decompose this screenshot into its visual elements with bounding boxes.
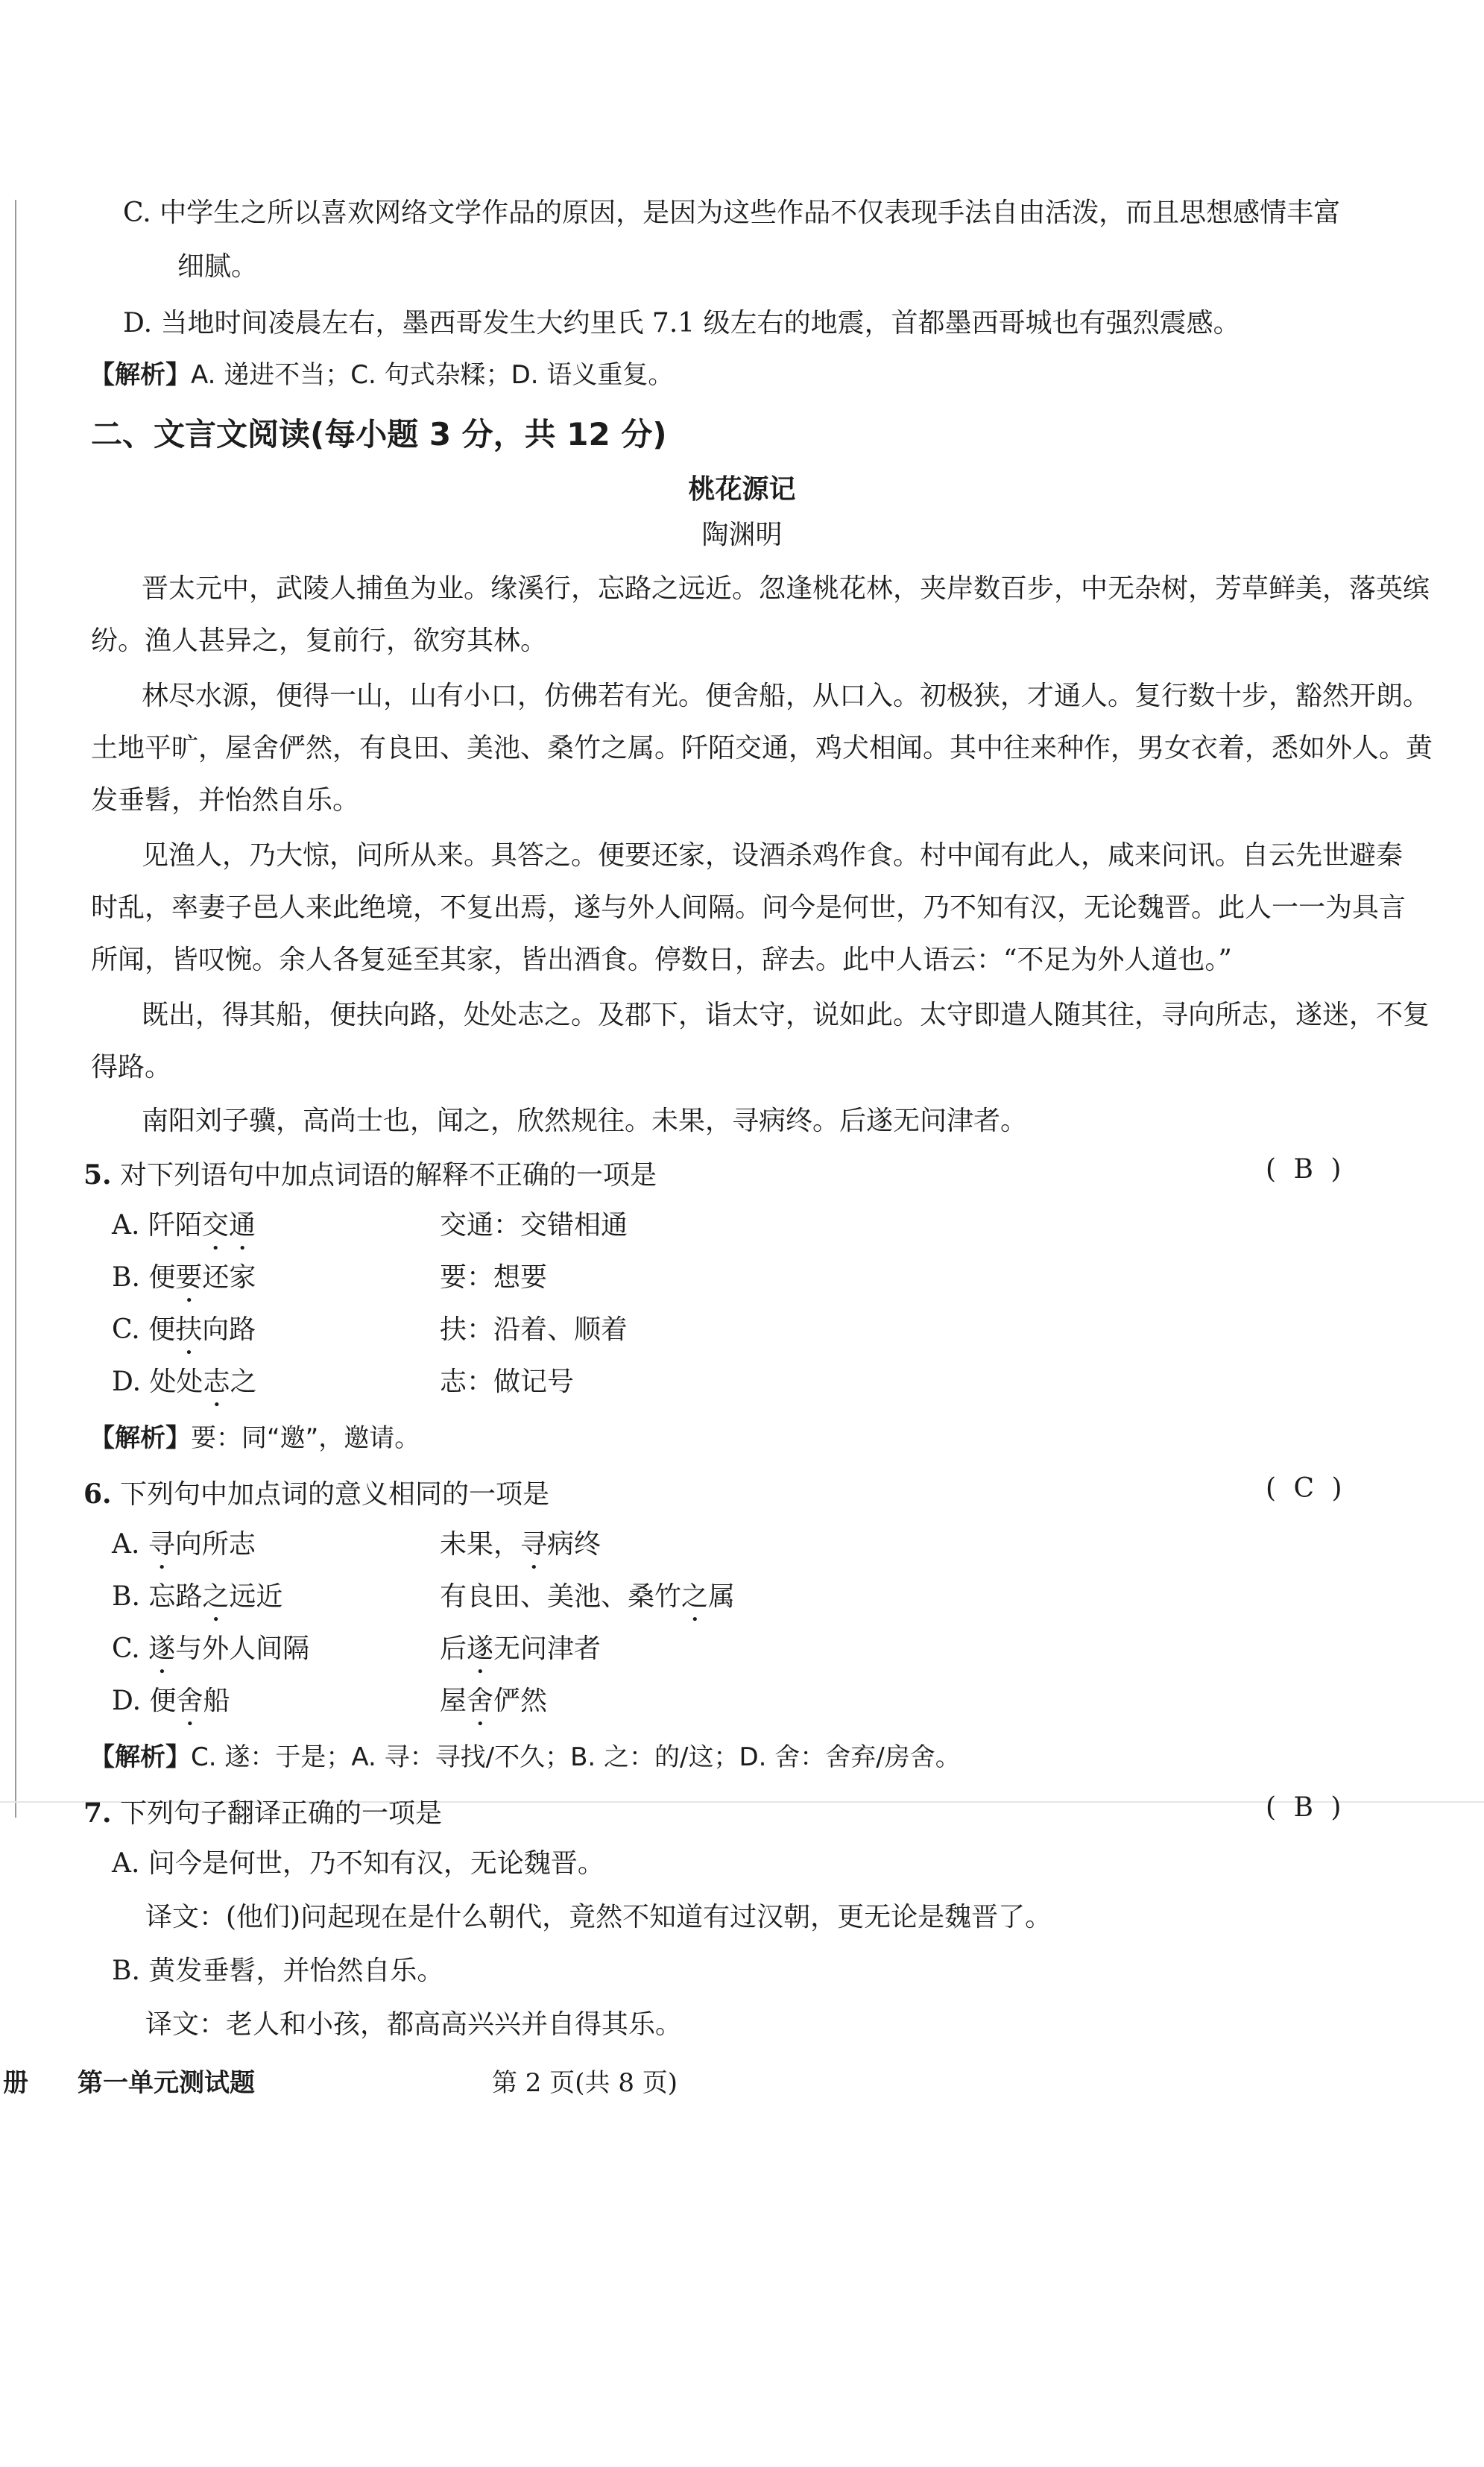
dotted-word: 之 (681, 1581, 709, 1612)
option-prefix: A. 阡陌 (112, 1210, 202, 1241)
q5-option-d-gloss: 志：做记号 (440, 1367, 575, 1397)
question-6-stem (83, 1473, 549, 1511)
option-prefix: C. (112, 1633, 149, 1664)
analysis-text: A. 递进不当；C. 句式杂糅；D. 语义重复。 (191, 360, 674, 390)
analysis-text: C. 遂：于是；A. 寻：寻找/不久；B. 之：的/这；D. 舍：舍弃/房舍。 (191, 1742, 961, 1772)
footer-page-number: 第 2 页(共 8 页) (492, 2068, 678, 2098)
dotted-word: 寻 (148, 1529, 175, 1560)
footer-unit-title: 第一单元测试题 (78, 2068, 255, 2098)
q4-option-c-line1: C. 中学生之所以喜欢网络文学作品的原因，是因为这些作品不仅表现手法自由活泼，而且思想感情丰富 (123, 198, 1341, 228)
q5-analysis (89, 1421, 420, 1455)
question-text: 对下列语句中加点词语的解释不正确的一项是 (120, 1160, 657, 1191)
analysis-label: 【解析】 (89, 1423, 191, 1453)
option-rest: 与外人间隔 (175, 1633, 310, 1664)
option-rest: 向所志 (174, 1529, 256, 1560)
q5-option-d (112, 1364, 257, 1413)
q7-option-b: B. 黄发垂髫，并怡然自乐。 (112, 1956, 444, 1986)
dotted-word: 之 (202, 1581, 230, 1612)
paragraph-2-line3: 发垂髫，并怡然自乐。 (91, 785, 360, 816)
question-text: 下列句子翻译正确的一项是 (120, 1798, 443, 1829)
q7-option-a: A. 问今是何世，乃不知有汉，无论魏晋。 (112, 1848, 604, 1879)
option-prefix: A. (112, 1529, 148, 1560)
q5-option-a-gloss: 交通：交错相通 (440, 1210, 628, 1241)
option-prefix: D. 处处 (112, 1367, 203, 1397)
option-rest: 向路 (202, 1314, 256, 1345)
question-7-stem (83, 1792, 442, 1830)
q6-option-b-compare (440, 1579, 735, 1628)
q6-option-c-compare (440, 1631, 601, 1680)
option-prefix: C. 便 (112, 1314, 176, 1345)
q4-option-c-line2: 细腻。 (177, 251, 259, 282)
passage-title: 桃花源记 (688, 474, 796, 505)
q4-analysis (89, 358, 673, 392)
q5-option-b (112, 1260, 256, 1308)
compare-rest: 无问津者 (493, 1633, 602, 1664)
dotted-word: 志 (203, 1367, 230, 1397)
paragraph-3-line2: 时乱，率妻子邑人来此绝境，不复出焉，遂与外人间隔。问今是何世，乃不知有汉，无论魏晋。此人一一为具言 (91, 892, 1406, 923)
question-number: 6. (83, 1478, 112, 1510)
q5-option-c (112, 1312, 256, 1361)
paragraph-1-line2: 纷。渔人甚异之，复前行，欲穷其林。 (91, 626, 548, 656)
question-text: 下列句中加点词的意义相同的一项是 (120, 1479, 550, 1510)
paragraph-4-line1: 既出，得其船，便扶向路，处处志之。及郡下，诣太守，说如此。太守即遣人随其往，寻向所志，遂迷，不复 (142, 1000, 1430, 1030)
question-7-answer: ( B ) (1266, 1792, 1346, 1823)
q7-option-a-translation: 译文：(他们)问起现在是什么朝代，竟然不知道有过汉朝，更无论是魏晋了。 (145, 1902, 1052, 1932)
q6-option-c (112, 1631, 309, 1680)
dotted-word: 要 (175, 1262, 203, 1293)
compare-prefix: 未果， (440, 1529, 521, 1560)
option-prefix: D. 便 (112, 1686, 177, 1716)
q6-option-b (112, 1579, 282, 1628)
compare-prefix: 有良田、美池、桑竹 (440, 1581, 682, 1612)
option-rest: 远近 (229, 1581, 283, 1612)
section-heading: 二、文言文阅读(每小题 3 分，共 12 分) (91, 416, 667, 453)
option-prefix: B. 忘路 (112, 1581, 203, 1612)
option-rest: 之 (230, 1367, 257, 1397)
dotted-word: 舍 (467, 1686, 494, 1716)
dotted-word: 舍 (176, 1686, 203, 1716)
option-prefix: B. 便 (112, 1262, 176, 1293)
q6-analysis (89, 1740, 961, 1774)
compare-rest: 属 (708, 1581, 736, 1612)
q5-option-c-gloss: 扶：沿着、顺着 (440, 1314, 628, 1345)
paragraph-4-line2: 得路。 (91, 1052, 172, 1083)
paragraph-2-line2: 土地平旷，屋舍俨然，有良田、美池、桑竹之属。阡陌交通，鸡犬相闻。其中往来种作，男女衣着，悉如外人。黄 (91, 733, 1433, 763)
compare-rest: 病终 (547, 1529, 602, 1560)
dotted-word: 扶 (175, 1314, 203, 1345)
q6-option-d-compare (440, 1683, 547, 1732)
paragraph-5-line1: 南阳刘子骥，高尚士也，闻之，欣然规往。未果，寻病终。后遂无问津者。 (142, 1106, 1028, 1136)
analysis-text: 要：同“邀”，邀请。 (191, 1423, 420, 1453)
question-5-stem (83, 1154, 657, 1192)
question-6-answer: ( C ) (1266, 1473, 1347, 1504)
paragraph-3-line1: 见渔人，乃大惊，问所从来。具答之。便要还家，设酒杀鸡作食。村中闻有此人，咸来问讯。自云先世避秦 (142, 840, 1404, 871)
binding-margin-line (15, 200, 16, 1818)
dotted-word: 遂 (467, 1633, 494, 1664)
analysis-label: 【解析】 (89, 360, 191, 390)
question-5-answer: ( B ) (1266, 1154, 1346, 1185)
analysis-label: 【解析】 (89, 1742, 191, 1772)
paragraph-2-line1: 林尽水源，便得一山，山有小口，仿佛若有光。便舍船，从口入。初极狭，才通人。复行数十步，豁然开朗。 (142, 681, 1430, 711)
q5-option-a (112, 1208, 256, 1256)
q6-option-a (112, 1527, 256, 1575)
footer-volume-mark: 册 (3, 2068, 28, 2098)
q5-option-b-gloss: 要：想要 (440, 1262, 548, 1293)
question-number: 7. (83, 1798, 112, 1829)
passage-author: 陶渊明 (701, 520, 783, 550)
q4-option-d: D. 当地时间凌晨左右，墨西哥发生大约里氏 7.1 级左右的地震，首都墨西哥城也有强烈震感。 (123, 308, 1240, 338)
compare-prefix: 屋 (440, 1686, 467, 1716)
question-number: 5. (83, 1159, 112, 1191)
compare-prefix: 后 (440, 1633, 467, 1664)
option-rest: 船 (203, 1686, 230, 1716)
compare-rest: 俨然 (493, 1686, 548, 1716)
q6-option-a-compare (440, 1527, 601, 1575)
dotted-word: 交通 (201, 1210, 256, 1241)
paragraph-3-line3: 所闻，皆叹惋。余人各复延至其家，皆出酒食。停数日，辞去。此中人语云：“不足为外人道也。” (91, 945, 1232, 975)
paragraph-1-line1: 晋太元中，武陵人捕鱼为业。缘溪行，忘路之远近。忽逢桃花林，夹岸数百步，中无杂树，芳草鲜美，落英缤 (142, 573, 1430, 604)
option-rest: 还家 (202, 1262, 256, 1293)
dotted-word: 寻 (520, 1529, 548, 1560)
dotted-word: 遂 (148, 1633, 176, 1664)
q7-option-b-translation: 译文：老人和小孩，都高高兴兴并自得其乐。 (145, 2009, 683, 2040)
q6-option-d (112, 1683, 230, 1732)
